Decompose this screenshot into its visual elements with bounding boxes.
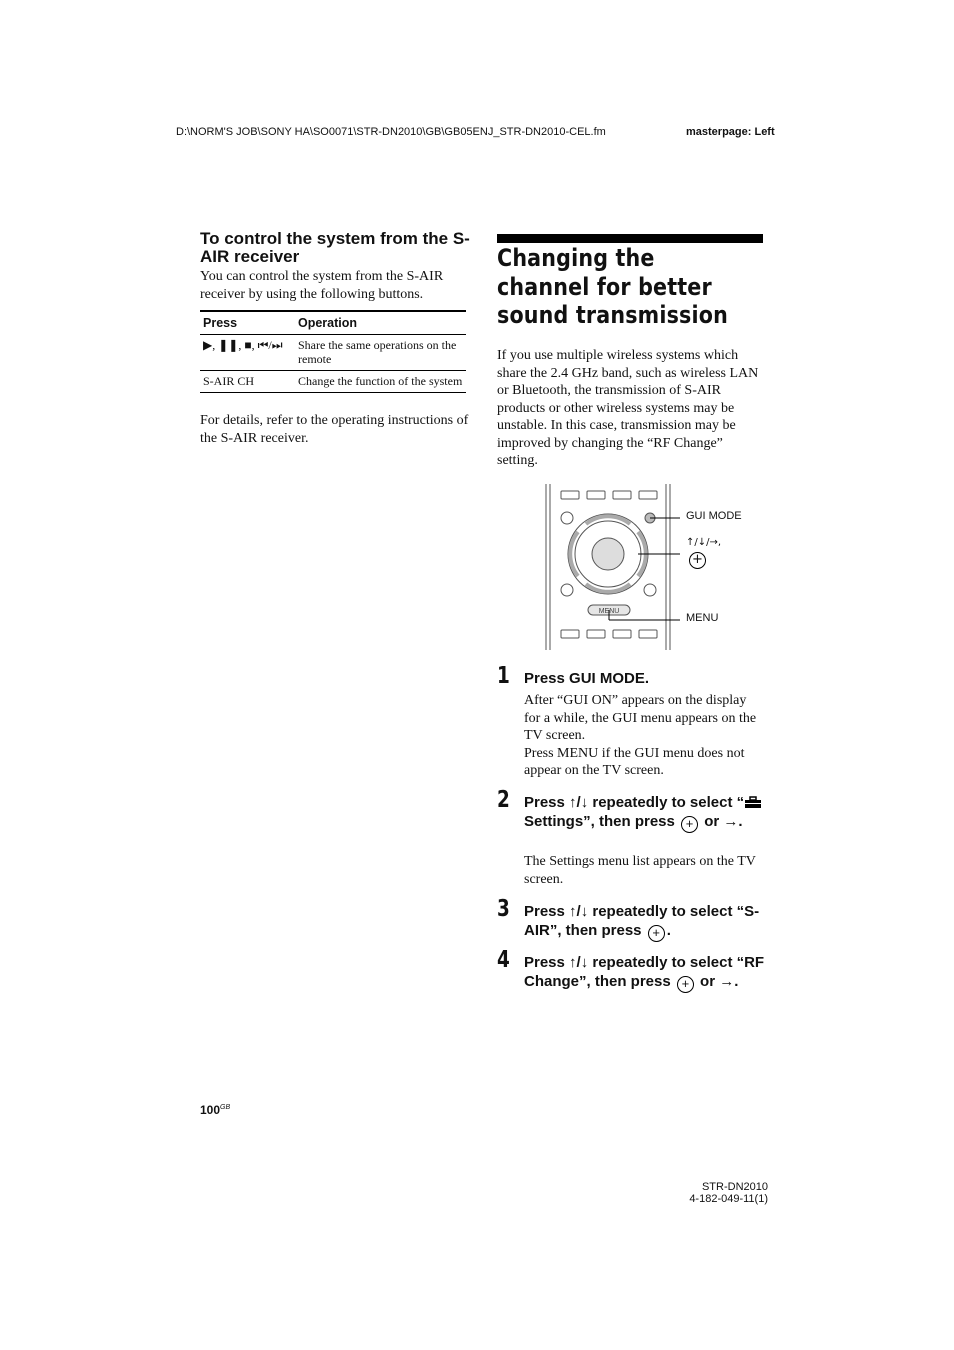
step-title bbox=[524, 953, 774, 993]
table-header-press: Press bbox=[200, 311, 295, 335]
enter-icon: + bbox=[677, 976, 694, 993]
transport-button bbox=[639, 630, 657, 638]
callout-menu: MENU bbox=[686, 612, 719, 624]
step-title-part: Press ↑/↓ repeatedly to select “S-AIR”, then press bbox=[524, 903, 760, 939]
step-number: 1 bbox=[497, 663, 510, 689]
top-button bbox=[587, 491, 605, 499]
toolbox-icon bbox=[744, 796, 762, 808]
transport-button bbox=[561, 630, 579, 638]
page-number-value: 100 bbox=[200, 1103, 221, 1117]
masterpage-label: masterpage: Left bbox=[686, 126, 775, 138]
callout-gui-mode: GUI MODE bbox=[686, 510, 742, 522]
right-intro-text: If you use multiple wireless systems which share the 2.4 GHz band, such as wireless LAN or Bluetooth, the transmission of S-AIR products or other wireless systems may be unstable. In this case, transmission may be improved by changing the “RF Change” setting. bbox=[497, 348, 759, 468]
table-header-row bbox=[200, 311, 466, 335]
table-cell-press: ▶, ❚❚, ■, ⏮/⏭ bbox=[200, 335, 295, 371]
page-number-suffix: GB bbox=[220, 1104, 231, 1111]
enter-icon: + bbox=[689, 552, 706, 569]
step-number: 2 bbox=[497, 787, 510, 813]
left-details-text: For details, refer to the operating instructions of the S-AIR receiver. bbox=[200, 413, 469, 446]
table-row bbox=[200, 335, 466, 371]
remote-illustration bbox=[540, 482, 680, 652]
button-table bbox=[200, 310, 466, 393]
table-header-operation: Operation bbox=[295, 311, 466, 335]
step-body: The Settings menu list appears on the TV screen. bbox=[524, 854, 756, 887]
step-title bbox=[524, 793, 774, 833]
table-cell-operation: Share the same operations on the remote bbox=[295, 335, 466, 371]
return-button bbox=[561, 584, 573, 596]
top-button bbox=[613, 491, 631, 499]
callout-arrows-text: ↑/↓/→, bbox=[686, 537, 722, 548]
callout-arrows bbox=[686, 537, 721, 569]
heading-rule bbox=[497, 234, 763, 243]
model-number: STR-DN2010 bbox=[701, 1181, 768, 1193]
page-number bbox=[200, 1103, 230, 1117]
step-title: Press GUI MODE. bbox=[524, 670, 650, 687]
round-button bbox=[561, 512, 573, 524]
transport-button bbox=[587, 630, 605, 638]
table-cell-press: S-AIR CH bbox=[200, 371, 295, 393]
step-number: 4 bbox=[497, 947, 510, 973]
table-cell-operation: Change the function of the system bbox=[295, 371, 466, 393]
left-section-heading: To control the system from the S-AIR receiver bbox=[200, 229, 470, 266]
top-button bbox=[561, 491, 579, 499]
step-title-part: . bbox=[666, 922, 671, 939]
enter-icon: + bbox=[648, 925, 665, 942]
step-title bbox=[524, 902, 774, 942]
step-title-part: or →. bbox=[700, 813, 743, 830]
step-title-part: or →. bbox=[695, 973, 739, 990]
remote-menu-text: MENU bbox=[598, 608, 620, 615]
step-number: 3 bbox=[497, 896, 510, 922]
top-button bbox=[639, 491, 657, 499]
round-button bbox=[644, 584, 656, 596]
step-body: After “GUI ON” appears on the display for a while, the GUI menu appears on the TV screen. Press MENU if the GUI menu does not appear on the TV screen. bbox=[524, 693, 757, 778]
part-number: 4-182-049-11(1) bbox=[689, 1193, 768, 1205]
enter-icon: + bbox=[681, 816, 698, 833]
step-title-part: Press ↑/↓ repeatedly to select “ bbox=[524, 794, 745, 811]
step-title-part: Settings”, then press bbox=[524, 813, 680, 830]
enter-button bbox=[592, 538, 624, 570]
right-section-heading: Changing the channel for better sound transmission bbox=[497, 244, 728, 329]
step-title-part: Press ↑/↓ repeatedly to select “RF Change”, then press bbox=[524, 954, 765, 990]
transport-button bbox=[613, 630, 631, 638]
table-row bbox=[200, 371, 466, 393]
left-intro-text: You can control the system from the S-AIR receiver by using the following buttons. bbox=[200, 269, 444, 302]
file-path: D:\NORM'S JOB\SONY HA\SO0071\STR-DN2010\GB\GB05ENJ_STR-DN2010-CEL.fm bbox=[176, 126, 606, 138]
